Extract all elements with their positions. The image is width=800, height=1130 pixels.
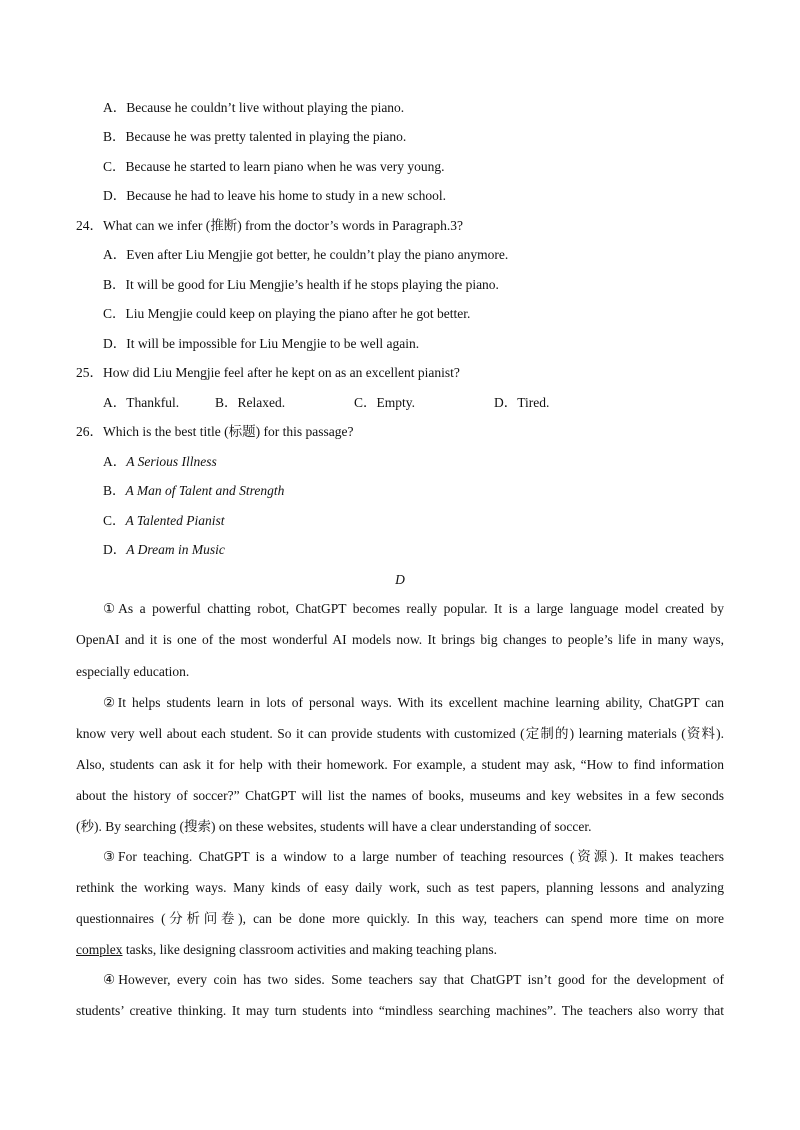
q25-option-c: C．Empty. [354,395,416,410]
q23-option-c: C．Because he started to learn piano when he was very young. [103,159,445,174]
q23-option-a: A．Because he couldn’t live without playing the piano. [103,100,405,115]
p3-line-1-text: ③For teaching. ChatGPT is a window to a large number of teaching resources (资源). It makes teachers [103,849,724,864]
q25-option-a: A．Thankful. [103,395,180,410]
p2-line-2-text: know very well about each student. So it can provide students with customized (定制的) learning materials (资料). [76,726,724,741]
p3-line-3-text: questionnaires (分析问卷), can be done more quickly. In this way, teachers can spend more time on more [76,911,724,926]
p4-line-2 [76,1002,724,1020]
q23-option-b: B．Because he was pretty talented in playing the piano. [103,129,407,144]
q26-option-a-title: A Serious Illness [126,454,217,469]
q26-option-c-letter: C． [103,513,126,528]
p1-line-2-text: OpenAI and it is one of the most wonderful AI models now. It brings big changes to people’s life in many ways, [76,632,724,647]
q26-option-d [103,541,225,559]
q26-option-d-letter: D． [103,542,127,557]
p1-line-2 [76,631,724,649]
q24-option-b: B．It will be good for Liu Mengjie’s health if he stops playing the piano. [103,277,499,292]
p3-line-2-text: rethink the working ways. Many kinds of easy daily work, such as test papers, planning lessons and analyzing [76,880,724,895]
p4-line-2-text: students’ creative thinking. It may turn students into “mindless searching machines”. The teachers also worry that [76,1003,724,1018]
p3-line-1 [103,848,724,866]
p2-line-4 [76,787,724,805]
p1-line-1-text: ①As a powerful chatting robot, ChatGPT becomes really popular. It is a large language model created by [103,601,724,616]
q25-option-d: D．Tired. [494,395,550,410]
p3-line-4 [76,941,497,959]
p2-line-5: (秒). By searching (搜索) on these websites, students will have a clear understanding of soccer. [76,819,592,834]
q26-option-b [103,482,284,500]
q26-option-d-title: A Dream in Music [126,542,225,557]
p2-line-3-text: Also, students can ask it for help with their homework. For example, a student may ask, “How to find information [76,757,724,772]
q26-stem: 26．Which is the best title (标题) for this passage? [76,424,354,439]
q25-option-b: B．Relaxed. [215,395,286,410]
q24-option-c: C．Liu Mengjie could keep on playing the piano after he got better. [103,306,471,321]
p1-line-1 [103,600,724,618]
q24-option-a: A．Even after Liu Mengjie got better, he couldn’t play the piano anymore. [103,247,509,262]
q26-option-a [103,453,217,471]
p2-line-1-text: ②It helps students learn in lots of personal ways. With its excellent machine learning ability, ChatGPT can [103,695,724,710]
q24-option-d: D．It will be impossible for Liu Mengjie to be well again. [103,336,420,351]
q24-stem: 24．What can we infer (推断) from the doctor’s words in Paragraph.3? [76,218,464,233]
q26-option-c [103,512,225,530]
q25-stem: 25．How did Liu Mengjie feel after he kept on as an excellent pianist? [76,365,460,380]
p2-line-1 [103,694,724,712]
p3-line-4-rest: tasks, like designing classroom activities and making teaching plans. [122,942,498,957]
p2-line-3 [76,756,724,774]
p3-line-2 [76,879,724,897]
p3-line-3 [76,910,724,928]
q26-option-c-title: A Talented Pianist [125,513,225,528]
q23-option-d: D．Because he had to leave his home to study in a new school. [103,188,447,203]
q26-option-b-letter: B． [103,483,126,498]
p2-line-2 [76,725,724,743]
q26-option-a-letter: A． [103,454,127,469]
underlined-word: complex [76,942,123,957]
q26-option-b-title: A Man of Talent and Strength [125,483,285,498]
p1-line-3: especially education. [76,664,190,679]
p2-line-4-text: about the history of soccer?” ChatGPT will list the names of books, museums and key websites in a few seconds [76,788,724,803]
section-heading: D [395,572,405,587]
p4-line-1-text: ④However, every coin has two sides. Some teachers say that ChatGPT isn’t good for the development of [103,972,724,987]
p4-line-1 [103,971,724,989]
